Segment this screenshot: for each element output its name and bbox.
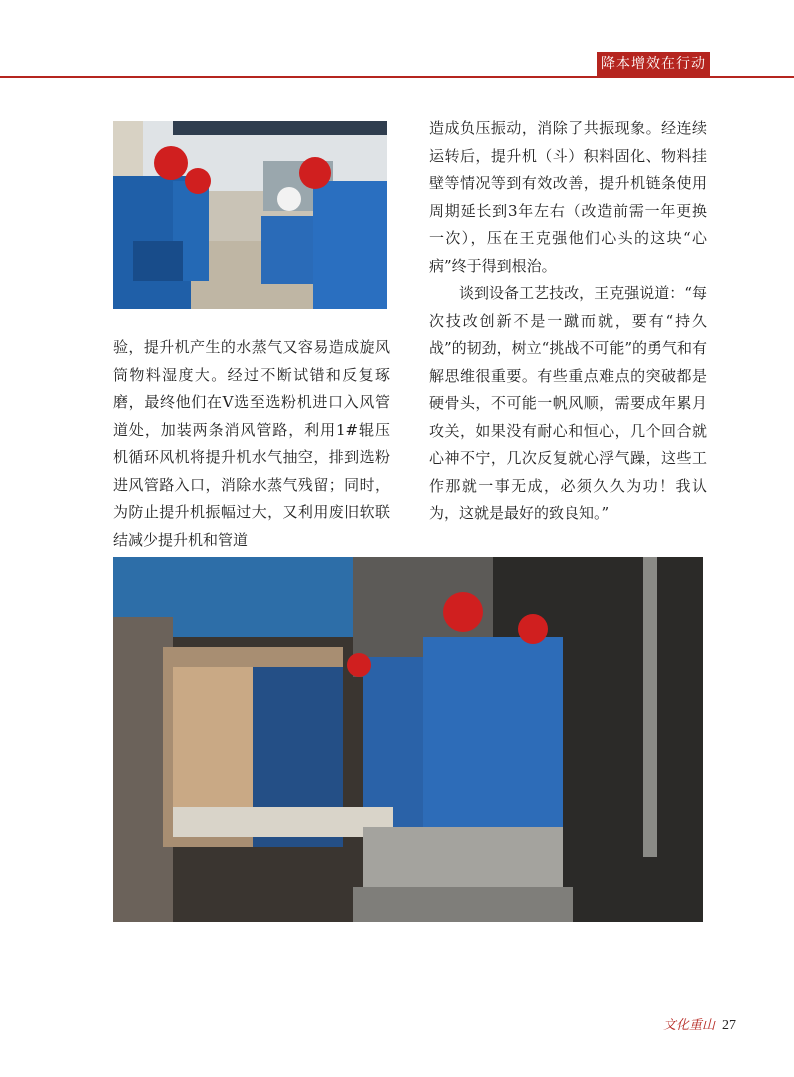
article-column-right (429, 115, 707, 528)
paragraph: 谈到设备工艺技改，王克强说道：“每次技改创新不是一蹴而就，要有“持久战”的韧劲，树立“挑战不可能”的勇气和有解思维很重要。有些重点难点的突破都是硬骨头，不可能一帆风顺，需要成年累月攻关，如果没有耐心和恒心，几个回合就心神不宁，几次反复就心浮气躁，这些工作那就一事无成，必须久久为功！我认为，这就是最好的致良知。” (429, 284, 708, 522)
paragraph: 造成负压振动，消除了共振现象。经连续运转后，提升机（斗）积料固化、物料挂壁等情况等到有效改善，提升机链条使用周期延长到3年左右（改造前需一年更换一次），压在王克强他们心头的这块“心病”终于得到根治。 (429, 119, 707, 275)
page-number: 27 (722, 1018, 736, 1033)
section-tag: 降本增效在行动 (597, 52, 710, 77)
photo-workers-repair (113, 557, 703, 922)
article-column-left (113, 334, 390, 554)
magazine-logo: 文化重山 (663, 1018, 716, 1033)
paragraph: 验，提升机产生的水蒸气又容易造成旋风筒物料湿度大。经过不断试错和反复琢磨，最终他们在Ⅴ选至选粉机进口入风管道处，加装两条消风管路，利用1#辊压机循环风机将提升机水气抽空，排到选粉进风管路入口，消除水蒸气残留；同时，为防止提升机振幅过大，又利用废旧软联结减少提升机和管道 (113, 338, 390, 549)
photo-workers-inspection (113, 121, 387, 309)
